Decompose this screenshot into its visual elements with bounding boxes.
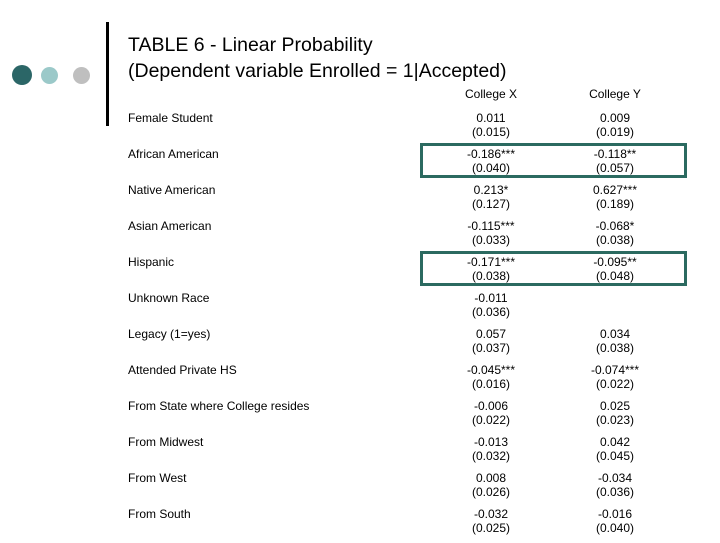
college-x-cell bbox=[436, 435, 546, 463]
coefficient-value: 0.025 bbox=[599, 399, 631, 413]
college-x-cell bbox=[436, 255, 546, 283]
table-row bbox=[0, 219, 720, 255]
standard-error-value: (0.036) bbox=[595, 485, 635, 499]
title-line-1: TABLE 6 - Linear Probability bbox=[128, 34, 373, 56]
coefficient-value: -0.034 bbox=[597, 471, 633, 485]
row-label: From South bbox=[128, 507, 191, 521]
coefficient-value: 0.627*** bbox=[592, 183, 638, 197]
row-label: From West bbox=[128, 471, 187, 485]
coefficient-value: -0.013 bbox=[473, 435, 509, 449]
coefficient-value: 0.011 bbox=[476, 111, 506, 125]
standard-error-value: (0.036) bbox=[471, 305, 511, 319]
row-label: From State where College resides bbox=[128, 399, 310, 413]
standard-error-value: (0.026) bbox=[471, 485, 511, 499]
standard-error-value: (0.037) bbox=[471, 341, 511, 355]
standard-error-value: (0.032) bbox=[471, 449, 511, 463]
college-y-cell bbox=[560, 219, 670, 247]
college-y-cell bbox=[560, 435, 670, 463]
coefficient-value: 0.008 bbox=[475, 471, 507, 485]
college-y-cell bbox=[560, 363, 670, 391]
coefficient-value: -0.016 bbox=[597, 507, 633, 521]
college-y-cell bbox=[560, 255, 670, 283]
table-row bbox=[0, 255, 720, 291]
college-y-cell bbox=[560, 399, 670, 427]
coefficient-value: -0.006 bbox=[473, 399, 509, 413]
standard-error-value: (0.033) bbox=[471, 233, 511, 247]
college-x-cell bbox=[436, 507, 546, 535]
standard-error-value: (0.040) bbox=[595, 521, 635, 535]
row-label: Female Student bbox=[128, 111, 213, 125]
college-x-cell bbox=[436, 183, 546, 211]
standard-error-value: (0.040) bbox=[471, 161, 511, 175]
college-x-cell bbox=[436, 147, 546, 175]
row-label: Hispanic bbox=[128, 255, 175, 269]
college-x-cell bbox=[436, 219, 546, 247]
coefficient-value: 0.009 bbox=[599, 111, 631, 125]
table-row bbox=[0, 471, 720, 507]
table-row bbox=[0, 111, 720, 147]
table-row bbox=[0, 399, 720, 435]
coefficient-value: -0.032 bbox=[473, 507, 509, 521]
decor-dot-dark bbox=[12, 65, 32, 85]
college-y-cell bbox=[560, 507, 670, 535]
standard-error-value: (0.023) bbox=[595, 413, 635, 427]
column-header-college-y: College Y bbox=[589, 87, 641, 101]
college-y-cell bbox=[560, 111, 670, 139]
standard-error-value: (0.038) bbox=[595, 233, 635, 247]
row-label: Legacy (1=yes) bbox=[128, 327, 211, 341]
coefficient-value: 0.034 bbox=[599, 327, 631, 341]
standard-error-value: (0.025) bbox=[471, 521, 511, 535]
coefficient-value: -0.011 bbox=[474, 291, 508, 305]
row-label: Native American bbox=[128, 183, 216, 197]
standard-error-value: (0.015) bbox=[471, 125, 511, 139]
college-x-cell bbox=[436, 363, 546, 391]
college-x-cell bbox=[436, 291, 546, 319]
decor-dot-light bbox=[41, 67, 58, 84]
coefficient-value: -0.186*** bbox=[466, 147, 516, 161]
row-label: Asian American bbox=[128, 219, 212, 233]
standard-error-value: (0.038) bbox=[471, 269, 511, 283]
coefficient-value: 0.213* bbox=[473, 183, 509, 197]
coefficient-value: -0.068* bbox=[595, 219, 635, 233]
coefficient-value: 0.042 bbox=[599, 435, 631, 449]
table-row bbox=[0, 183, 720, 219]
title-line-2: (Dependent variable Enrolled = 1|Accepted) bbox=[128, 60, 507, 82]
coefficient-value: -0.074*** bbox=[590, 363, 640, 377]
standard-error-value: (0.016) bbox=[471, 377, 511, 391]
standard-error-value: (0.045) bbox=[595, 449, 635, 463]
college-y-cell bbox=[560, 471, 670, 499]
college-y-cell bbox=[560, 183, 670, 211]
college-x-cell bbox=[436, 111, 546, 139]
row-label: African American bbox=[128, 147, 219, 161]
standard-error-value: (0.038) bbox=[595, 341, 635, 355]
college-x-cell bbox=[436, 399, 546, 427]
table-row bbox=[0, 147, 720, 183]
row-label: Attended Private HS bbox=[128, 363, 237, 377]
row-label: From Midwest bbox=[128, 435, 204, 449]
table-row bbox=[0, 327, 720, 363]
college-x-cell bbox=[436, 471, 546, 499]
table-row bbox=[0, 435, 720, 471]
college-y-cell bbox=[560, 147, 670, 175]
table-row bbox=[0, 363, 720, 399]
standard-error-value: (0.022) bbox=[595, 377, 635, 391]
column-header-college-x: College X bbox=[464, 87, 518, 101]
coefficient-value: -0.118** bbox=[593, 147, 637, 161]
college-y-cell bbox=[560, 327, 670, 355]
coefficient-value: -0.115*** bbox=[467, 219, 515, 233]
coefficient-value: -0.171*** bbox=[466, 255, 516, 269]
decor-dot-gray bbox=[73, 67, 90, 84]
standard-error-value: (0.022) bbox=[471, 413, 511, 427]
slide-title bbox=[128, 32, 507, 84]
standard-error-value: (0.048) bbox=[595, 269, 635, 283]
standard-error-value: (0.127) bbox=[471, 197, 511, 211]
coefficient-value: -0.045*** bbox=[466, 363, 516, 377]
standard-error-value: (0.019) bbox=[595, 125, 635, 139]
coefficient-value: -0.095** bbox=[593, 255, 637, 269]
row-label: Unknown Race bbox=[128, 291, 210, 305]
standard-error-value: (0.189) bbox=[595, 197, 635, 211]
standard-error-value: (0.057) bbox=[595, 161, 635, 175]
college-x-cell bbox=[436, 327, 546, 355]
table-row bbox=[0, 291, 720, 327]
table-row bbox=[0, 507, 720, 543]
coefficient-value: 0.057 bbox=[475, 327, 507, 341]
